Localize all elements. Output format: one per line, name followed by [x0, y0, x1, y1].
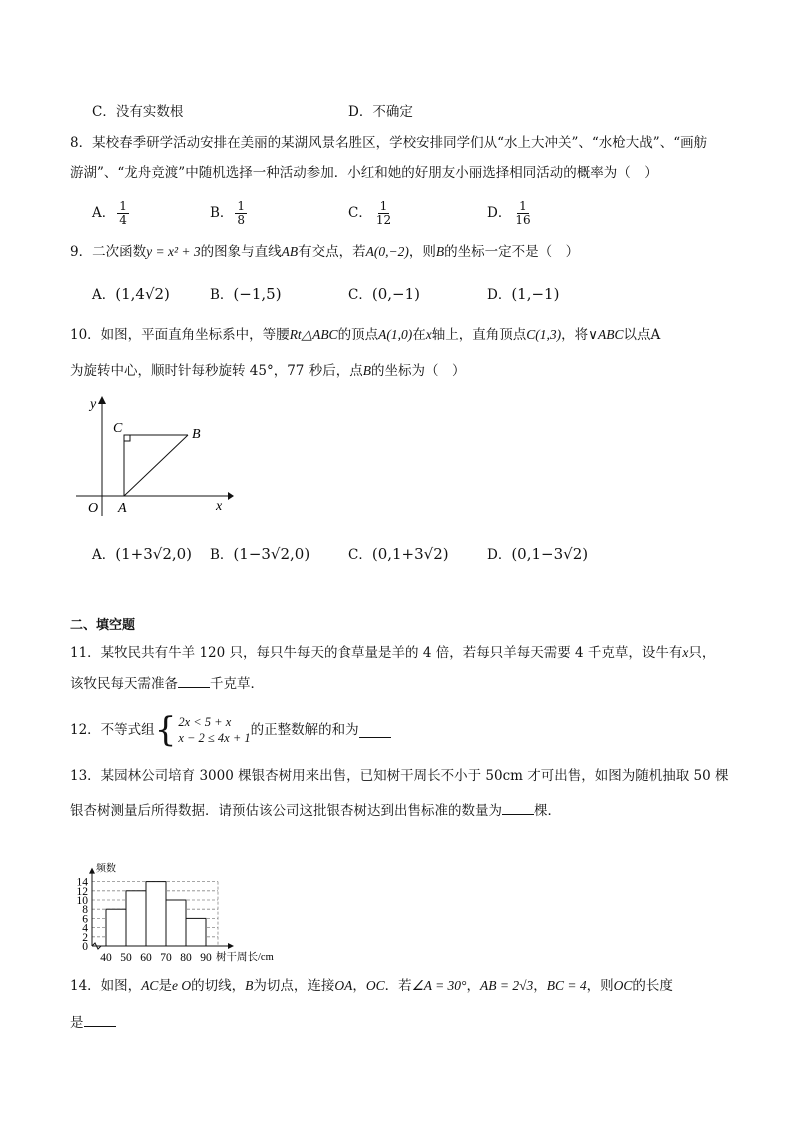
q10-text-line1: 10．如图，平面直角坐标系中，等腰Rt△ABC的顶点A(1,0)在x轴上，直角顶点C(1,3)，将∨ABC以点A	[70, 327, 661, 343]
x-tick-label: 90	[200, 952, 212, 964]
q10-figure	[70, 392, 240, 522]
y-tick-label: 8	[82, 904, 88, 917]
histogram-bar	[186, 918, 206, 946]
q9-function: y = x² + 3	[146, 244, 201, 259]
q8-option-b: B． $\frac{1}{8}$	[210, 198, 246, 227]
q8-b-den: 8	[237, 212, 246, 227]
q9-option-a: A．(1,4√2)	[92, 285, 170, 303]
x-tick-label: 50	[120, 952, 132, 964]
label-a: A	[118, 501, 127, 516]
q8-a-num: 1	[119, 198, 127, 213]
q14-text-line1: 14．如图，AC是e O的切线，B为切点，连接OA，OC．若∠A = 30°，AB = 2√3，BC = 4，则OC的长度	[70, 978, 673, 994]
histogram-bar	[126, 891, 146, 946]
label-o: O	[88, 501, 99, 516]
q8-option-d: D． $\frac{1}{16}$	[487, 198, 531, 227]
section-title: 二、填空题	[70, 618, 136, 633]
q9-option-d: D．(1,−1)	[487, 285, 560, 303]
q13-answer-blank[interactable]	[502, 800, 534, 815]
q13-text-line2: 银杏树测量后所得数据．请预估该公司这批银杏树达到出售标准的数量为 棵．	[70, 800, 561, 821]
inequality-system: { 2x < 5 + x x − 2 ≤ 4x + 1	[154, 710, 251, 750]
q9-stem: 9．二次函数y = x² + 3的图象与直线AB有交点，若A(0,−2)，则B的坐标一定不是（ ）	[70, 244, 580, 260]
q12-text: 12．不等式组 { 2x < 5 + x x − 2 ≤ 4x + 1 的正整数解的和为	[70, 710, 391, 750]
circle-o: e O	[171, 978, 192, 993]
q8-option-a: A． $\frac{1}{4}$	[92, 198, 127, 227]
q8-d-den: 16	[515, 212, 531, 227]
q14-answer-blank[interactable]	[84, 1012, 116, 1027]
q7-option-d: D．不确定	[348, 104, 413, 120]
label-y: y	[90, 397, 97, 412]
y-tick-label: 12	[76, 885, 88, 898]
q8-a-den: 4	[119, 212, 127, 227]
x-axis-arrow	[228, 492, 234, 500]
q10-option-a: A．(1+3√2,0)	[92, 545, 193, 563]
x-tick-label: 60	[140, 952, 152, 964]
segment-ab	[124, 435, 188, 496]
q10-text-line2: 为旋转中心，顺时针每秒旋转 45°，77 秒后，点B的坐标为（ ）	[70, 363, 466, 379]
label-b: B	[192, 427, 201, 442]
q10-option-d: D．(0,1−3√2)	[487, 545, 589, 563]
y-tick-label: 6	[82, 913, 88, 926]
q11-text-line1: 11．某牧民共有牛羊 120 只，每只牛每天的食草量是羊的 4 倍，若每只羊每天需要 4 千克草，设牛有x只，	[70, 645, 716, 661]
y-tick-label: 4	[82, 922, 88, 935]
q14-text-line2: 是	[70, 1012, 116, 1033]
inequality-1: 2x < 5 + x	[178, 715, 232, 729]
q11-answer-blank[interactable]	[178, 673, 210, 688]
q8-c-num: 1	[379, 198, 388, 213]
y-tick-label: 2	[82, 931, 88, 944]
histogram-bar	[106, 909, 126, 946]
y-tick-label: 0	[82, 941, 88, 953]
y-tick-label: 14	[76, 876, 88, 889]
x-axis-label: 树干周长/cm	[216, 952, 274, 963]
q8-text-line2: 游湖”、“龙舟竞渡”中随机选择一种活动参加．小红和她的好朋友小丽选择相同活动的概率为（ ）	[70, 165, 658, 181]
q8-d-num: 1	[519, 198, 527, 213]
y-axis-arrow	[98, 396, 106, 404]
histogram-bar	[166, 900, 186, 946]
histogram	[68, 826, 308, 966]
y-axis-label: 频数	[96, 863, 116, 875]
y-axis-arrow	[89, 868, 95, 874]
y-tick-label: 10	[76, 895, 88, 907]
x-tick-label: 40	[100, 952, 112, 964]
q8-b-num: 1	[237, 198, 246, 213]
right-angle-mark	[124, 435, 130, 441]
label-x: x	[216, 499, 223, 514]
q11-text-line2: 该牧民每天需准备 千克草．	[70, 673, 264, 694]
q10-option-b: B．(1−3√2,0)	[210, 545, 311, 563]
x-tick-label: 80	[180, 952, 192, 964]
q8-c-den: 12	[375, 212, 392, 227]
q10-option-c: C．(0,1+3√2)	[348, 545, 449, 563]
label-c: C	[113, 421, 123, 436]
inequality-2: x − 2 ≤ 4x + 1	[178, 731, 251, 745]
x-tick-label: 70	[160, 952, 172, 964]
x-axis-arrow	[228, 943, 234, 949]
q9-option-c: C．(0,−1)	[348, 285, 420, 303]
q12-answer-blank[interactable]	[359, 723, 391, 738]
histogram-bar	[146, 882, 166, 946]
q8-text-line1: 8．某校春季研学活动安排在美丽的某湖风景名胜区，学校安排同学们从“水上大冲关”、“水枪大战”、“画舫	[70, 135, 708, 151]
q13-text-line1: 13．某园林公司培育 3000 棵银杏树用来出售，已知树干周长不小于 50cm 才可出售，如图为随机抽取 50 棵	[70, 768, 729, 784]
q9-option-b: B．(−1,5)	[210, 285, 282, 303]
q8-option-c: C． $\frac{1}{12}$	[348, 198, 392, 227]
q7-option-c: C．没有实数根	[92, 104, 184, 120]
q9-point-a: A(0,−2)	[365, 244, 409, 259]
